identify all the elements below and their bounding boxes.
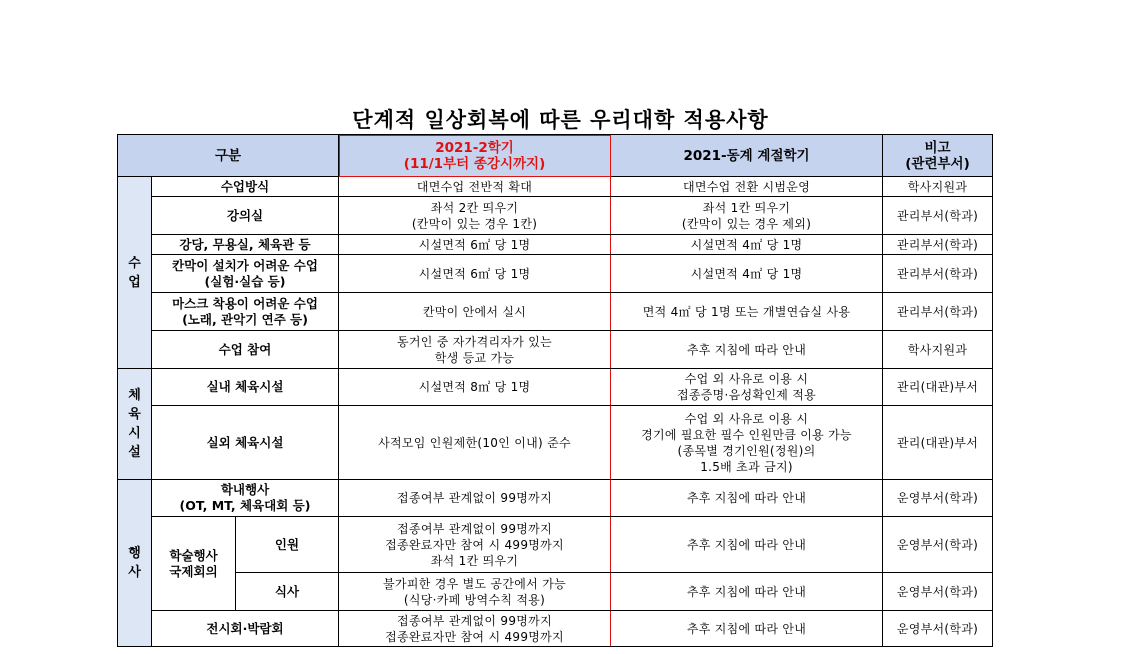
- cell-winter: 추후 지침에 따라 안내: [611, 611, 883, 647]
- cell-semester: 시설면적 6㎡ 당 1명: [339, 255, 611, 293]
- row-label: 전시회·박람회: [152, 611, 339, 647]
- cell-semester: 접종여부 관계없이 99명까지: [339, 480, 611, 517]
- cell-dept: 관리부서(학과): [883, 293, 993, 331]
- group-label-class: 수 업: [118, 177, 152, 369]
- row-label: 수업 참여: [152, 331, 339, 369]
- cell-semester: 접종여부 관계없이 99명까지 접종완료자만 참여 시 499명까지 좌석 1칸 띄우기: [339, 517, 611, 573]
- cell-semester: 시설면적 8㎡ 당 1명: [339, 369, 611, 406]
- header-category: 구분: [118, 135, 339, 177]
- table-row: [118, 480, 993, 517]
- row-label: 학내행사 (OT, MT, 체육대회 등): [152, 480, 339, 517]
- row-label: 실내 체육시설: [152, 369, 339, 406]
- row-label: 실외 체육시설: [152, 406, 339, 480]
- cell-winter: 추후 지침에 따라 안내: [611, 573, 883, 611]
- row-label: 강당, 무용실, 체육관 등: [152, 235, 339, 255]
- cell-semester: 접종여부 관계없이 99명까지 접종완료자만 참여 시 499명까지: [339, 611, 611, 647]
- table-row: [118, 369, 993, 406]
- cell-semester: 좌석 2칸 띄우기 (칸막이 있는 경우 1칸): [339, 197, 611, 235]
- header-winter-session: 2021-동계 계절학기: [611, 135, 883, 177]
- policy-table: [117, 134, 993, 647]
- cell-dept: 관리부서(학과): [883, 197, 993, 235]
- cell-winter: 시설면적 4㎡ 당 1명: [611, 235, 883, 255]
- cell-dept: 학사지원과: [883, 177, 993, 197]
- cell-winter: 추후 지침에 따라 안내: [611, 517, 883, 573]
- cell-winter: 추후 지침에 따라 안내: [611, 331, 883, 369]
- cell-dept: 관리(대관)부서: [883, 406, 993, 480]
- cell-winter: 좌석 1칸 띄우기 (칸막이 있는 경우 제외): [611, 197, 883, 235]
- header-semester-2021-2: [339, 135, 611, 177]
- header-semester-line2: (11/1부터 종강시까지): [403, 155, 546, 172]
- table-row: [118, 517, 993, 573]
- row-label: 마스크 착용이 어려운 수업 (노래, 관악기 연주 등): [152, 293, 339, 331]
- cell-semester: 시설면적 6㎡ 당 1명: [339, 235, 611, 255]
- cell-semester: 사적모임 인원제한(10인 이내) 준수: [339, 406, 611, 480]
- cell-semester: 대면수업 전반적 확대: [339, 177, 611, 197]
- subgroup-label-academic-events: 학술행사 국제회의: [152, 517, 236, 611]
- group-label-events: 행 사: [118, 480, 152, 647]
- cell-dept: 관리부서(학과): [883, 235, 993, 255]
- cell-dept: 운영부서(학과): [883, 573, 993, 611]
- header-remarks-line2: (관련부서): [905, 155, 970, 172]
- cell-dept: 운영부서(학과): [883, 517, 993, 573]
- cell-winter: 수업 외 사유로 이용 시 경기에 필요한 필수 인원만큼 이용 가능 (종목별 경기인원(정원)의 1.5배 초과 금지): [611, 406, 883, 480]
- cell-semester: 불가피한 경우 별도 공간에서 가능 (식당·카페 방역수칙 적용): [339, 573, 611, 611]
- group-label-sports: 체 육 시 설: [118, 369, 152, 480]
- row-label: 수업방식: [152, 177, 339, 197]
- row-label: 칸막이 설치가 어려운 수업 (실험·실습 등): [152, 255, 339, 293]
- cell-winter: 수업 외 사유로 이용 시 접종증명·음성확인제 적용: [611, 369, 883, 406]
- table-row: [118, 331, 993, 369]
- cell-semester: 칸막이 안에서 실시: [339, 293, 611, 331]
- cell-semester: 동거인 중 자가격리자가 있는 학생 등교 가능: [339, 331, 611, 369]
- header-semester-line1: 2021-2학기: [435, 139, 514, 156]
- cell-winter: 대면수업 전환 시범운영: [611, 177, 883, 197]
- row-label: 강의실: [152, 197, 339, 235]
- table-row: [118, 235, 993, 255]
- row-label: 식사: [236, 573, 339, 611]
- cell-winter: 면적 4㎡ 당 1명 또는 개별연습실 사용: [611, 293, 883, 331]
- header-remarks-line1: 비고: [924, 139, 951, 156]
- row-label: 인원: [236, 517, 339, 573]
- cell-dept: 관리(대관)부서: [883, 369, 993, 406]
- table-row: [118, 406, 993, 480]
- table-row: [118, 611, 993, 647]
- cell-dept: 관리부서(학과): [883, 255, 993, 293]
- cell-dept: 운영부서(학과): [883, 611, 993, 647]
- cell-winter: 추후 지침에 따라 안내: [611, 480, 883, 517]
- page-title: 단계적 일상회복에 따른 우리대학 적용사항: [352, 107, 769, 132]
- header-remarks: [883, 135, 993, 177]
- table-row: [118, 573, 993, 611]
- table-row: [118, 293, 993, 331]
- table-header-row: [118, 135, 993, 177]
- table-row: [118, 197, 993, 235]
- cell-dept: 학사지원과: [883, 331, 993, 369]
- table-row: [118, 177, 993, 197]
- cell-winter: 시설면적 4㎡ 당 1명: [611, 255, 883, 293]
- table-row: [118, 255, 993, 293]
- cell-dept: 운영부서(학과): [883, 480, 993, 517]
